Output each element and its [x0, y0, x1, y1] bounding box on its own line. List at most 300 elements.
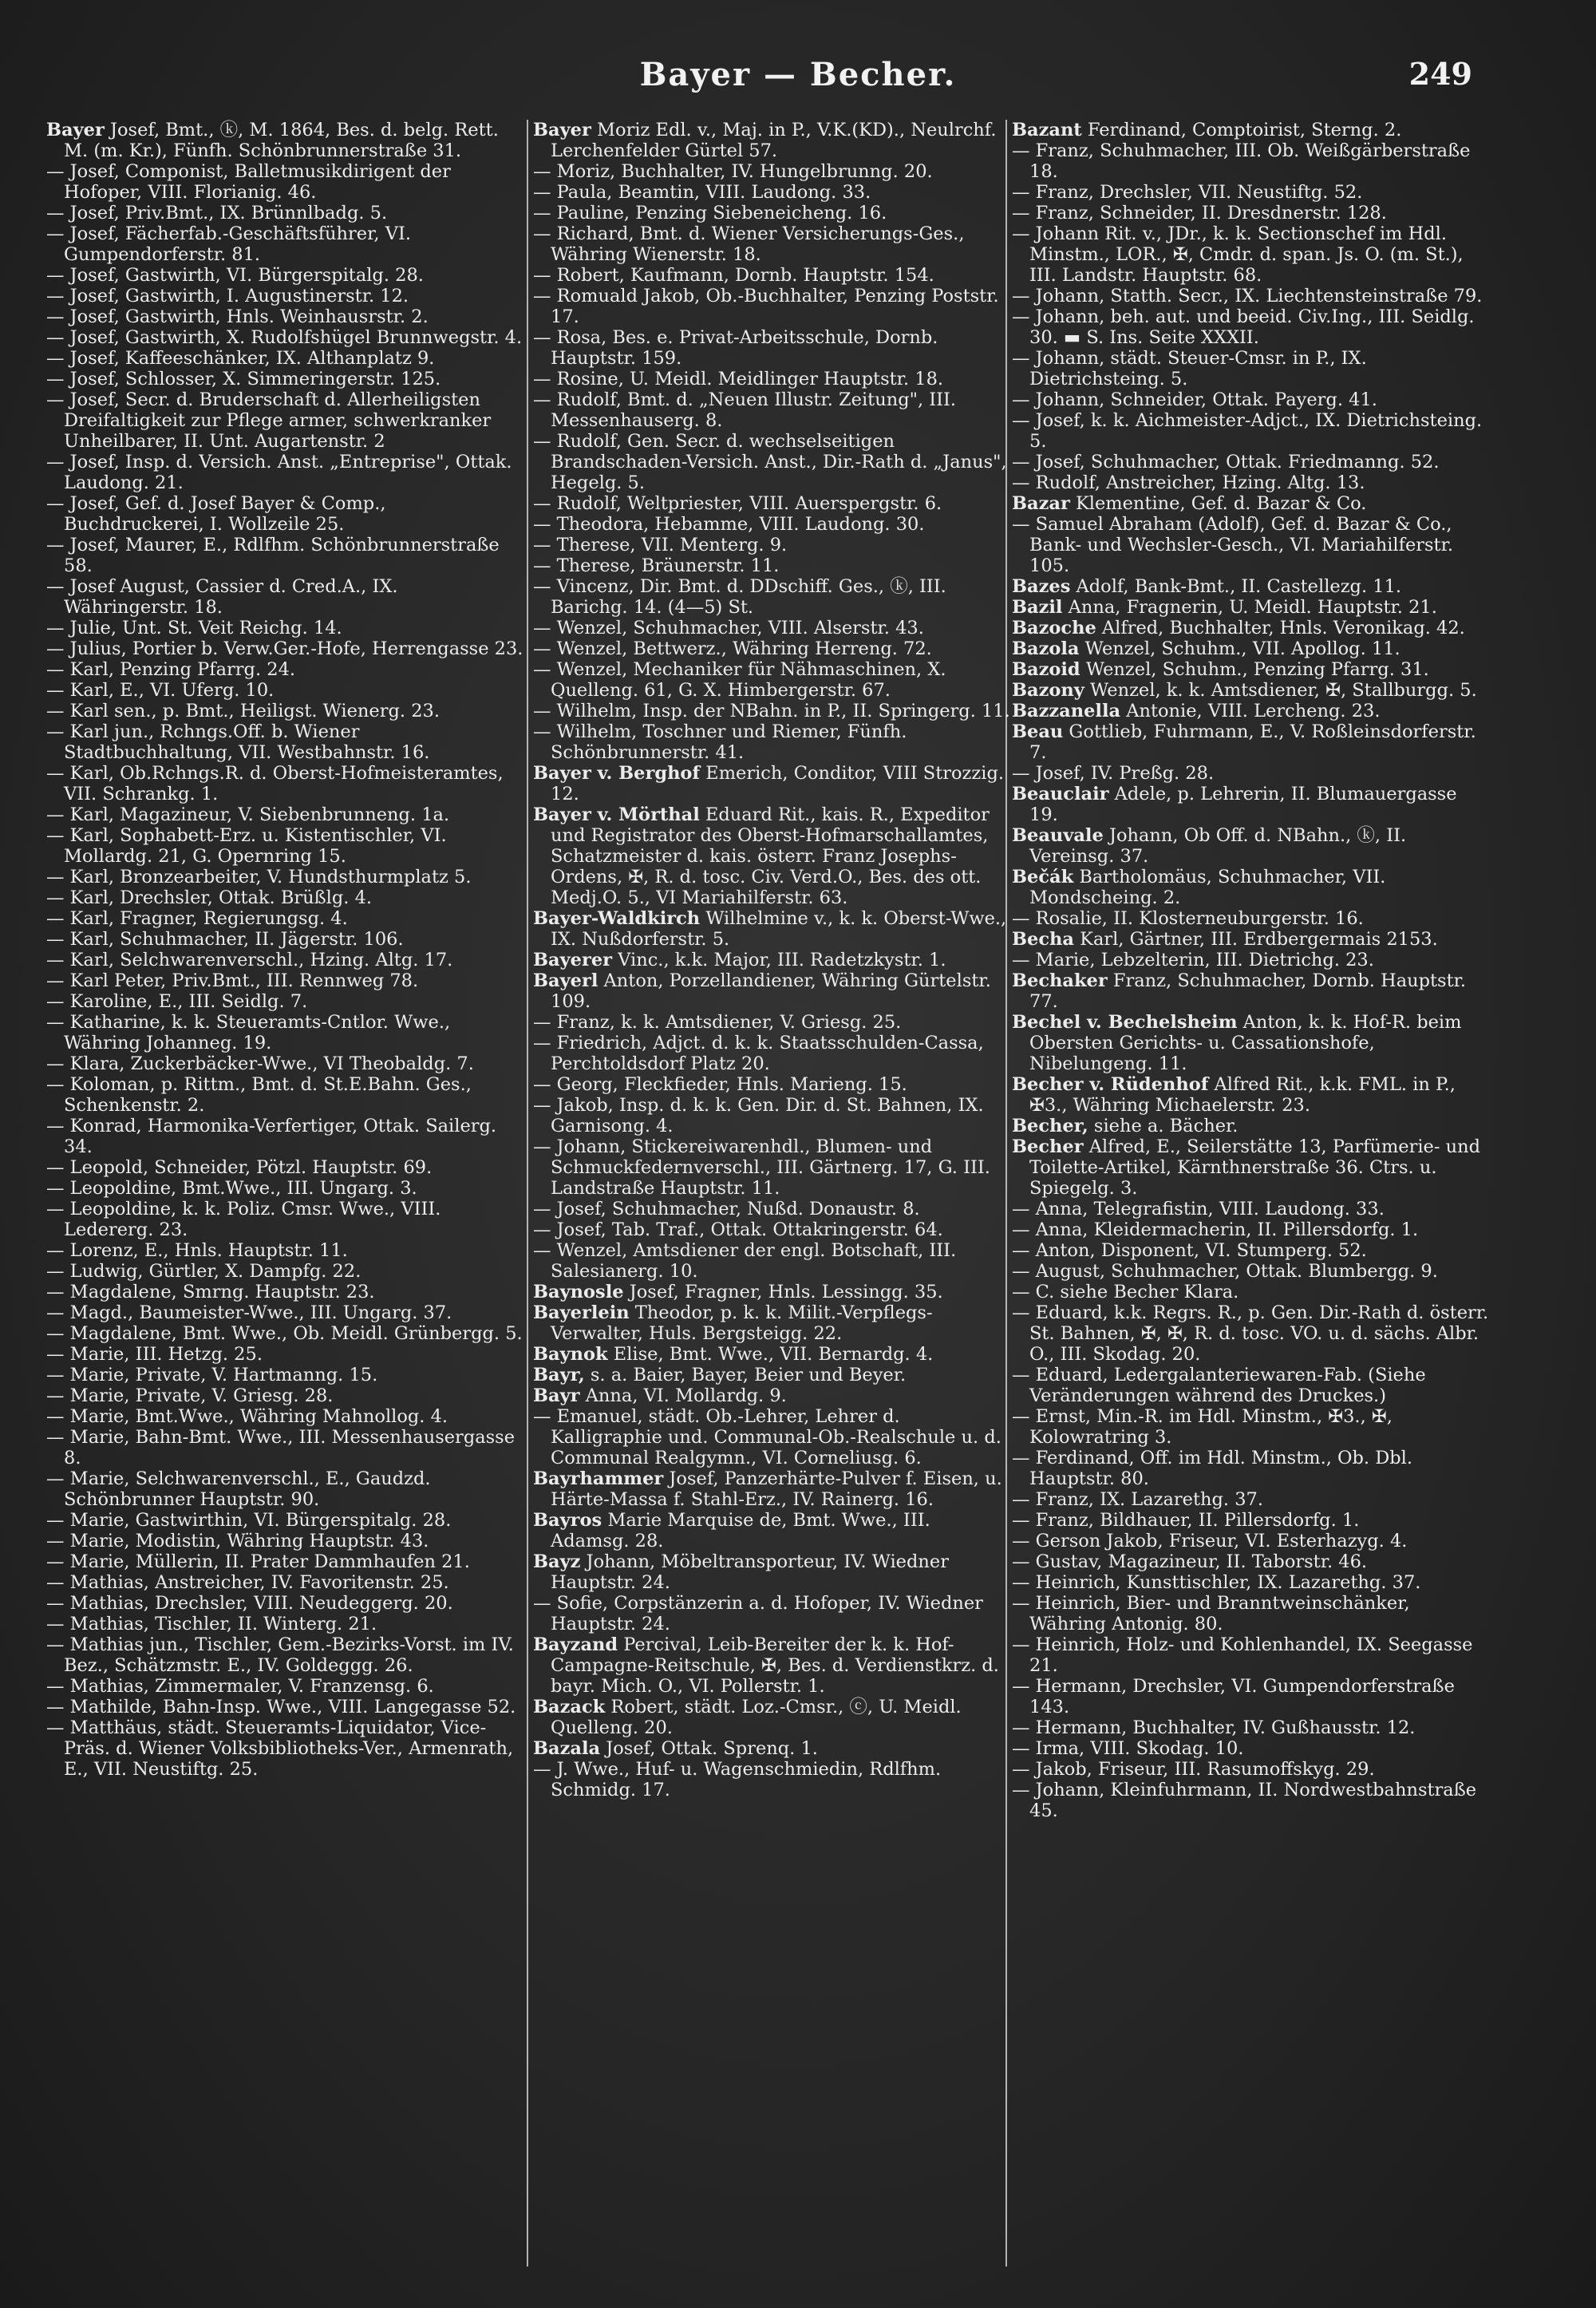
entry-text: — Magdalene, Bmt. Wwe., Ob. Meidl. Grünbergg. 5. [46, 1323, 523, 1344]
entry-text: Josef, Fragner, Hnls. Lessingg. 35. [623, 1282, 943, 1302]
entry-text: Klementine, Gef. d. Bazar & Co. [1069, 493, 1367, 514]
entry-text: — Heinrich, Kunsttischler, IX. Lazarethg. 37. [1012, 1572, 1421, 1593]
entry-text: — Lorenz, E., Hnls. Hauptstr. 11. [46, 1240, 348, 1261]
entry-text: — Therese, VII. Menterg. 9. [533, 535, 788, 555]
entry-text: — Wenzel, Schuhmacher, VIII. Alserstr. 43. [533, 618, 924, 638]
directory-entry [1012, 140, 1491, 182]
directory-entry [1012, 472, 1491, 493]
directory-entry [46, 1261, 525, 1282]
entry-text: — Georg, Fleckfieder, Hnls. Marieng. 15. [533, 1074, 907, 1095]
directory-entry [46, 1053, 525, 1074]
directory-entry [533, 618, 1012, 638]
entry-text: — Rudolf, Anstreicher, Hzing. Altg. 13. [1012, 472, 1365, 493]
entry-text: — Hermann, Buchhalter, IV. Gußhausstr. 12. [1012, 1717, 1416, 1738]
directory-entry [46, 638, 525, 659]
entry-text: Theodor, p. k. k. Milit.-Verpflegs-Verwalter, Huls. Bergsteigg. 22. [551, 1302, 933, 1344]
entry-text: — Emanuel, städt. Ob.-Lehrer, Lehrer d. Kalligraphie und. Communal-Ob.-Realschule u. d. Communal Realgymn., VI. Corneliusg. 6. [533, 1406, 1001, 1468]
entry-text: Adolf, Bank-Bmt., II. Castellezg. 11. [1070, 576, 1402, 597]
entry-surname: Bazant [1012, 120, 1082, 140]
entry-text: — Marie, Private, V. Griesg. 28. [46, 1385, 334, 1406]
entry-text: — C. siehe Becher Klara. [1012, 1282, 1239, 1302]
entry-text: — Marie, Bmt.Wwe., Währing Mahnollog. 4. [46, 1406, 448, 1427]
directory-column-3 [1012, 120, 1491, 2274]
entry-text: Robert, städt. Loz.-Cmsr., ⓒ, U. Meidl. Quelleng. 20. [551, 1697, 962, 1738]
directory-entry [46, 867, 525, 887]
directory-entry [533, 1759, 1012, 1800]
entry-text: — Josef, Schlosser, X. Simmeringerstr. 125. [46, 369, 441, 389]
directory-entry [46, 1199, 525, 1240]
directory-entry [1012, 1759, 1491, 1780]
entry-surname: Bazoche [1012, 618, 1096, 638]
directory-entry [1012, 1302, 1491, 1365]
directory-entry [533, 514, 1012, 535]
directory-entry [46, 887, 525, 908]
directory-entry [46, 825, 525, 867]
entry-text: — J. Wwe., Huf- u. Wagenschmiedin, Rdlfhm. Schmidg. 17. [533, 1759, 942, 1800]
entry-text: — Karl, Drechsler, Ottak. Brüßlg. 4. [46, 887, 373, 908]
directory-entry [46, 701, 525, 721]
directory-entry [1012, 638, 1491, 659]
entry-surname: Bayr, [533, 1365, 585, 1385]
entry-text: — Rosa, Bes. e. Privat-Arbeitsschule, Dornb. Hauptstr. 159. [533, 327, 938, 369]
entry-text: — Wenzel, Mechaniker für Nähmaschinen, X. Quelleng. 61, G. X. Himbergerstr. 67. [533, 659, 946, 701]
entry-text: — Karl, Ob.Rchngs.R. d. Oberst-Hofmeisteramtes, VII. Schrankg. 1. [46, 763, 504, 804]
entry-surname: Bazes [1012, 576, 1071, 597]
entry-text: — Leopold, Schneider, Pötzl. Hauptstr. 69. [46, 1157, 433, 1178]
entry-surname: Beau [1012, 721, 1064, 742]
directory-entry [1012, 784, 1491, 825]
entry-text: — Franz, Bildhauer, II. Pillersdorfg. 1. [1012, 1510, 1360, 1531]
directory-entry [46, 203, 525, 223]
directory-entry [46, 1531, 525, 1551]
directory-entry [1012, 410, 1491, 452]
directory-entry [1012, 908, 1491, 929]
directory-entry [1012, 701, 1491, 721]
directory-entry [533, 1365, 1012, 1385]
entry-text: — Karl, Sophabett-Erz. u. Kistentischler, VI. Mollardg. 21, G. Opernring 15. [46, 825, 447, 867]
directory-entry [46, 286, 525, 306]
entry-surname: Bazony [1012, 680, 1084, 701]
entry-text: — Jakob, Friseur, III. Rasumoffskyg. 29. [1012, 1759, 1375, 1780]
directory-entry [533, 1282, 1012, 1302]
entry-surname: Bayerl [533, 970, 598, 991]
directory-entry [1012, 1634, 1491, 1676]
entry-text: — Josef, Gastwirth, Hnls. Weinhausrstr. 2. [46, 306, 429, 327]
entry-surname: Bazil [1012, 597, 1063, 618]
directory-entry [1012, 1717, 1491, 1738]
entry-text: — Marie, Gastwirthin, VI. Bürgerspitalg. 28. [46, 1510, 452, 1531]
entry-surname: Baynok [533, 1344, 608, 1365]
directory-entry [46, 161, 525, 203]
directory-entry [533, 389, 1012, 431]
entry-text: — Heinrich, Bier- und Branntweinschänker, Währing Antonig. 80. [1012, 1593, 1410, 1634]
entry-text: — Marie, Modistin, Währing Hauptstr. 43. [46, 1531, 429, 1551]
directory-entry [46, 1365, 525, 1385]
directory-entry [1012, 867, 1491, 908]
directory-entry [1012, 825, 1491, 867]
entry-text: — Matthäus, städt. Steueramts-Liquidator, Vice-Präs. d. Wiener Volksbibliotheks-Ver., Armenrath, E., VII. Neustiftg. 25. [46, 1717, 514, 1780]
directory-entry [1012, 721, 1491, 763]
directory-entry [533, 804, 1012, 908]
entry-text: — Wilhelm, Insp. der NBahn. in P., II. Springerg. 11. [533, 701, 1010, 721]
entry-text: — Josef, Gastwirth, VI. Bürgerspitalg. 28. [46, 265, 424, 286]
directory-entry [1012, 1012, 1491, 1074]
entry-text: — Eduard, k.k. Regrs. R., p. Gen. Dir.-Rath d. österr. St. Bahnen, ✠, ✠, R. d. tosc. VO. u. d. sächs. Albr. O., III. Skodag. 20. [1012, 1302, 1489, 1365]
entry-text: — Marie, Private, V. Hartmanng. 15. [46, 1365, 378, 1385]
entry-surname: Beauvale [1012, 825, 1104, 846]
directory-entry [1012, 1551, 1491, 1572]
entry-text: — Wenzel, Amtsdiener der engl. Botschaft, III. Salesianerg. 10. [533, 1240, 957, 1282]
directory-entry [533, 120, 1012, 161]
entry-text: s. a. Baier, Bayer, Beier und Beyer. [584, 1365, 907, 1385]
directory-entry [46, 1634, 525, 1676]
entry-text: — Karl, E., VI. Uferg. 10. [46, 680, 275, 701]
entry-text: Vinc., k.k. Major, III. Radetzkystr. 1. [612, 950, 946, 970]
entry-text: — Josef, Maurer, E., Rdlfhm. Schönbrunnerstraße 58. [46, 535, 500, 576]
directory-entry [46, 1717, 525, 1780]
directory-entry [533, 431, 1012, 493]
directory-entry [533, 161, 1012, 182]
directory-entry [1012, 1593, 1491, 1634]
entry-surname: Bazar [1012, 493, 1070, 514]
entry-text: — Sofie, Corpstänzerin a. d. Hofoper, IV. Wiedner Hauptstr. 24. [533, 1593, 983, 1634]
entry-text: — Marie, Lebzelterin, III. Dietrichg. 23. [1012, 950, 1374, 970]
entry-text: — Franz, IX. Lazarethg. 37. [1012, 1489, 1264, 1510]
entry-text: — Magdalene, Smrng. Hauptstr. 23. [46, 1282, 375, 1302]
directory-entry [1012, 223, 1491, 286]
entry-text: Adele, p. Lehrerin, II. Blumauergasse 19. [1029, 784, 1457, 825]
directory-entry [1012, 1572, 1491, 1593]
entry-text: — Josef, Schuhmacher, Ottak. Friedmanng. 52. [1012, 452, 1440, 472]
entry-text: — Hermann, Drechsler, VI. Gumpendorferstraße 143. [1012, 1676, 1455, 1717]
directory-entry [1012, 120, 1491, 140]
entry-text: — Josef, Priv.Bmt., IX. Brünnlbadg. 5. [46, 203, 388, 223]
directory-entry [1012, 1136, 1491, 1199]
directory-entry [46, 327, 525, 348]
entry-surname: Bayr [533, 1385, 580, 1406]
entry-text: — Johann, Schneider, Ottak. Payerg. 41. [1012, 389, 1377, 410]
directory-entry [1012, 1074, 1491, 1116]
directory-entry [1012, 1261, 1491, 1282]
directory-entry [46, 493, 525, 535]
entry-text: — Samuel Abraham (Adolf), Gef. d. Bazar & Co., Bank- und Wechsler-Gesch., VI. Mariahilferstr. 105. [1012, 514, 1454, 576]
directory-entry [533, 638, 1012, 659]
directory-entry [533, 1634, 1012, 1697]
directory-entry [1012, 1448, 1491, 1489]
entry-text: — Mathias, Drechsler, VIII. Neudeggerg. 20. [46, 1593, 453, 1614]
directory-entry [1012, 493, 1491, 514]
entry-text: — Leopoldine, Bmt.Wwe., III. Ungarg. 3. [46, 1178, 417, 1199]
entry-text: — Josef, Gastwirth, I. Augustinerstr. 12. [46, 286, 409, 306]
directory-entry [533, 1199, 1012, 1219]
entry-text: Karl, Gärtner, III. Erdbergermais 2153. [1073, 929, 1438, 950]
entry-surname: Becher [1012, 1136, 1084, 1157]
entry-text: — Julie, Unt. St. Veit Reichg. 14. [46, 618, 342, 638]
entry-text: — Richard, Bmt. d. Wiener Versicherungs-Ges., Währing Wienerstr. 18. [533, 223, 965, 265]
directory-entry [46, 1676, 525, 1697]
directory-entry [533, 763, 1012, 804]
entry-text: — Rudolf, Weltpriester, VIII. Auerspergstr. 6. [533, 493, 942, 514]
entry-text: — Heinrich, Holz- und Kohlenhandel, IX. Seegasse 21. [1012, 1634, 1473, 1676]
entry-text: Johann, Möbeltransporteur, IV. Wiedner Hauptstr. 24. [551, 1551, 949, 1593]
entry-text: — Wenzel, Bettwerz., Währing Herreng. 72. [533, 638, 932, 659]
entry-text: — Josef, Gef. d. Josef Bayer & Comp., Buchdruckerei, I. Wollzeile 25. [46, 493, 386, 535]
entry-text: — Josef, Insp. d. Versich. Anst. „Entreprise", Ottak. Laudong. 21. [46, 452, 512, 493]
entry-text: Ferdinand, Comptoirist, Sterng. 2. [1081, 120, 1402, 140]
entry-text: — Johann, Stickereiwarenhdl., Blumen- und Schmuckfedernverschl., III. Gärtnerg. 17, G. III. Landstraße Hauptstr. 11. [533, 1136, 990, 1199]
directory-entry [46, 389, 525, 452]
directory-entry [1012, 1116, 1491, 1136]
entry-text: — Josef, IV. Preßg. 28. [1012, 763, 1215, 784]
entry-surname: Becher v. Rüdenhof [1012, 1074, 1209, 1095]
entry-surname: Bazala [533, 1738, 601, 1759]
directory-entry [46, 1302, 525, 1323]
directory-entry [46, 1385, 525, 1406]
directory-entry [533, 721, 1012, 763]
directory-entry [533, 1738, 1012, 1759]
entry-text: — Josef, Fächerfab.-Geschäftsführer, VI. Gumpendorferstr. 81. [46, 223, 411, 265]
directory-entry [1012, 1219, 1491, 1240]
entry-text: — Rosine, U. Meidl. Meidlinger Hauptstr. 18. [533, 369, 944, 389]
entry-surname: Bayrhammer [533, 1468, 664, 1489]
entry-text: siehe a. Bächer. [1088, 1116, 1238, 1136]
directory-entry [46, 1427, 525, 1468]
entry-text: — Robert, Kaufmann, Dornb. Hauptstr. 154. [533, 265, 934, 286]
entry-text: — Mathias, Anstreicher, IV. Favoritenstr. 25. [46, 1572, 449, 1593]
entry-text: Alfred, Buchhalter, Hnls. Veronikag. 42. [1096, 618, 1465, 638]
entry-text: — Josef, Gastwirth, X. Rudolfshügel Brunnwegstr. 4. [46, 327, 523, 348]
directory-entry [46, 1157, 525, 1178]
directory-entry [46, 576, 525, 618]
entry-text: Wenzel, k. k. Amtsdiener, ✠, Stallburgg. 5. [1084, 680, 1477, 701]
entry-text: — Paula, Beamtin, VIII. Laudong. 33. [533, 182, 871, 203]
entry-text: — Marie, III. Hetzg. 25. [46, 1344, 263, 1365]
directory-entry [533, 1468, 1012, 1510]
directory-entry [533, 950, 1012, 970]
entry-text: — Rudolf, Bmt. d. „Neuen Illustr. Zeitung", III. Messenhauserg. 8. [533, 389, 957, 431]
entry-text: — Mathilde, Bahn-Insp. Wwe., VIII. Langegasse 52. [46, 1697, 516, 1717]
entry-text: — Johann Rit. v., JDr., k. k. Sectionschef im Hdl. Minstm., LOR., ✠, Cmdr. d. span. Js. O. (m. St.), III. Landstr. Hauptstr. 68. [1012, 223, 1464, 286]
entry-text: — Marie, Müllerin, II. Prater Dammhaufen 21. [46, 1551, 470, 1572]
entry-text: — Ferdinand, Off. im Hdl. Minstm., Ob. Dbl. Hauptstr. 80. [1012, 1448, 1412, 1489]
entry-text: — Jakob, Insp. d. k. k. Gen. Dir. d. St. Bahnen, IX. Garnisong. 4. [533, 1095, 984, 1136]
entry-text: Eduard Rit., kais. R., Expeditor und Registrator des Oberst-Hofmarschallamtes, Schatzmeister d. kais. österr. Franz Josephs-Ordens, ✠, R. d. tosc. Civ. Verd.O., Bes. des ott. Medj.O. 5., VI Mariahilferstr. 63. [551, 804, 990, 908]
directory-entry [1012, 1738, 1491, 1759]
entry-text: Franz, Schuhmacher, Dornb. Hauptstr. 77. [1029, 970, 1467, 1012]
directory-entry [533, 286, 1012, 327]
entry-text: Alfred Rit., k.k. FML. in P., ✠3., Währing Michaelerstr. 23. [1029, 1074, 1456, 1116]
entry-text: — Vincenz, Dir. Bmt. d. DDschiff. Ges., ⓚ, III. Barichg. 14. (4—5) St. [533, 576, 946, 618]
entry-surname: Beauclair [1012, 784, 1109, 804]
entry-text: — Josef, Schuhmacher, Nußd. Donaustr. 8. [533, 1199, 920, 1219]
entry-text: — Rosalie, II. Klosterneuburgerstr. 16. [1012, 908, 1364, 929]
entry-text: — Josef August, Cassier d. Cred.A., IX. Währingerstr. 18. [46, 576, 398, 618]
directory-entry [1012, 203, 1491, 223]
entry-text: — Pauline, Penzing Siebeneicheng. 16. [533, 203, 887, 223]
entry-text: — Karl, Selchwarenverschl., Hzing. Altg. 17. [46, 950, 453, 970]
entry-text: — Gerson Jakob, Friseur, VI. Esterhazyg. 4. [1012, 1531, 1408, 1551]
entry-text: — Josef, Secr. d. Bruderschaft d. Allerheiligsten Dreifaltigkeit zur Pflege armer, schwerkranker Unheilbarer, II. Unt. Augartenstr. 2 [46, 389, 492, 452]
directory-entry [1012, 1282, 1491, 1302]
directory-entry [46, 1178, 525, 1199]
directory-entry [46, 1697, 525, 1717]
entry-text: Anton, Porzellandiener, Währing Gürtelstr. 109. [551, 970, 991, 1012]
directory-entry [1012, 182, 1491, 203]
entry-text: Percival, Leib-Bereiter der k. k. Hof-Campagne-Reitschule, ✠, Bes. d. Verdienstkrz. d. bayr. Mich. O., VI. Pollerstr. 1. [551, 1634, 999, 1697]
directory-entry [46, 369, 525, 389]
directory-entry [533, 1302, 1012, 1344]
entry-text: — Koloman, p. Rittm., Bmt. d. St.E.Bahn. Ges., Schenkenstr. 2. [46, 1074, 472, 1116]
entry-text: — Therese, Bräunerstr. 11. [533, 555, 780, 576]
directory-entry [533, 1551, 1012, 1593]
entry-text: Wenzel, Schuhm., VII. Apollog. 11. [1079, 638, 1400, 659]
entry-surname: Bayerer [533, 950, 613, 970]
entry-text: — Karl jun., Rchngs.Off. b. Wiener Stadtbuchhaltung, VII. Westbahnstr. 16. [46, 721, 430, 763]
entry-text: — Marie, Selchwarenverschl., E., Gaudzd. Schönbrunner Hauptstr. 90. [46, 1468, 431, 1510]
entry-text: — Friedrich, Adjct. d. k. k. Staatsschulden-Cassa, Perchtoldsdorf Platz 20. [533, 1033, 984, 1074]
directory-entry [46, 763, 525, 804]
directory-entry [533, 1593, 1012, 1634]
entry-text: — Ludwig, Gürtler, X. Dampfg. 22. [46, 1261, 361, 1282]
directory-column-2 [533, 120, 1012, 2274]
entry-text: — Irma, VIII. Skodag. 10. [1012, 1738, 1244, 1759]
directory-entry [533, 1385, 1012, 1406]
entry-surname: Bazzanella [1012, 701, 1121, 721]
directory-entry [1012, 1240, 1491, 1261]
entry-text: — Mathias jun., Tischler, Gem.-Bezirks-Vorst. im IV. Bez., Schätzmstr. E., IV. Goldeggg. 26. [46, 1634, 514, 1676]
directory-entry [533, 555, 1012, 576]
directory-entry [533, 1219, 1012, 1240]
entry-text: — Magd., Baumeister-Wwe., III. Ungarg. 37. [46, 1302, 452, 1323]
entry-text: — Ernst, Min.-R. im Hdl. Minstm., ✠3., ✠, Kolowratring 3. [1012, 1406, 1393, 1448]
entry-text: Josef, Bmt., ⓚ, M. 1864, Bes. d. belg. Rett. M. (m. Kr.), Fünfh. Schönbrunnerstraße 31. [64, 120, 499, 161]
entry-text: — Karl, Fragner, Regierungsg. 4. [46, 908, 348, 929]
directory-entry [46, 265, 525, 286]
entry-text: — Johann, Statth. Secr., IX. Liechtensteinstraße 79. [1012, 286, 1483, 306]
entry-text: — Katharine, k. k. Steueramts-Cntlor. Wwe., Währing Johanneg. 19. [46, 1012, 451, 1053]
directory-entry [1012, 452, 1491, 472]
entry-text: — Karl, Penzing Pfarrg. 24. [46, 659, 296, 680]
entry-text: — Moriz, Buchhalter, IV. Hungelbrunng. 20. [533, 161, 933, 182]
directory-entry [46, 120, 525, 161]
page-header [0, 56, 1596, 104]
directory-entry [533, 970, 1012, 1012]
entry-text: Emerich, Conditor, VIII Strozzig. 12. [551, 763, 1005, 804]
directory-entry [1012, 1365, 1491, 1406]
entry-text: — Franz, Schuhmacher, III. Ob. Weißgärberstraße 18. [1012, 140, 1471, 182]
entry-text: — Josef, Kaffeeschänker, IX. Althanplatz 9. [46, 348, 435, 369]
entry-text: — Marie, Bahn-Bmt. Wwe., III. Messenhausergasse 8. [46, 1427, 516, 1468]
entry-text: — Romuald Jakob, Ob.-Buchhalter, Penzing Poststr. 17. [533, 286, 999, 327]
entry-text: Moriz Edl. v., Maj. in P., V.K.(KD)., Neulrchf. Lerchenfelder Gürtel 57. [551, 120, 997, 161]
directory-entry [1012, 1676, 1491, 1717]
directory-entry [46, 1116, 525, 1157]
entry-text: Anna, VI. Mollardg. 9. [579, 1385, 787, 1406]
directory-entry [533, 369, 1012, 389]
entry-text: — Wilhelm, Toschner und Riemer, Fünfh. Schönbrunnerstr. 41. [533, 721, 907, 763]
directory-entry [46, 1344, 525, 1365]
entry-surname: Bayer [46, 120, 105, 140]
directory-entry [46, 970, 525, 991]
directory-entry [1012, 514, 1491, 576]
directory-entry [533, 535, 1012, 555]
directory-entry [533, 265, 1012, 286]
entry-text: — Johann, Kleinfuhrmann, II. Nordwestbahnstraße 45. [1012, 1780, 1477, 1821]
entry-text: Elise, Bmt. Wwe., VII. Bernardg. 4. [607, 1344, 934, 1365]
directory-entry [46, 804, 525, 825]
directory-entry [533, 1033, 1012, 1074]
entry-text: Gottlieb, Fuhrmann, E., V. Roßleinsdorferstr. 7. [1029, 721, 1476, 763]
directory-entry [533, 576, 1012, 618]
entry-surname: Bayer v. Mörthal [533, 804, 700, 825]
entry-surname: Bazola [1012, 638, 1080, 659]
directory-entry [46, 348, 525, 369]
directory-entry [46, 1551, 525, 1572]
directory-entry [1012, 389, 1491, 410]
entry-surname: Bayz [533, 1551, 581, 1572]
directory-entry [1012, 763, 1491, 784]
directory-entry [533, 182, 1012, 203]
entry-text: Wenzel, Schuhm., Penzing Pfarrg. 31. [1080, 659, 1429, 680]
directory-entry [1012, 1531, 1491, 1551]
directory-entry [46, 535, 525, 576]
directory-entry [1012, 1489, 1491, 1510]
directory-entry [533, 327, 1012, 369]
directory-entry [1012, 929, 1491, 950]
entry-surname: Bazoid [1012, 659, 1080, 680]
directory-entry [533, 1240, 1012, 1282]
entry-text: — Leopoldine, k. k. Poliz. Cmsr. Wwe., VIII. Ledererg. 23. [46, 1199, 441, 1240]
directory-entry [533, 701, 1012, 721]
directory-entry [533, 1095, 1012, 1136]
entry-surname: Bechaker [1012, 970, 1108, 991]
entry-text: Wilhelmine v., k. k. Oberst-Wwe., IX. Nußdorferstr. 5. [551, 908, 1007, 950]
directory-entry [1012, 1780, 1491, 1821]
directory-entry [1012, 306, 1491, 348]
directory-entry [1012, 576, 1491, 597]
directory-entry [46, 950, 525, 970]
directory-entry [46, 991, 525, 1012]
entry-text: — Karoline, E., III. Seidlg. 7. [46, 991, 308, 1012]
directory-entry [533, 1344, 1012, 1365]
entry-text: — Franz, Drechsler, VII. Neustiftg. 52. [1012, 182, 1363, 203]
column-divider [527, 120, 528, 2267]
directory-entry [533, 1510, 1012, 1551]
entry-text: — Mathias, Zimmermaler, V. Franzensg. 6. [46, 1676, 434, 1697]
entry-surname: Bayros [533, 1510, 602, 1531]
entry-text: — Gustav, Magazineur, II. Taborstr. 46. [1012, 1551, 1368, 1572]
entry-surname: Bayer v. Berghof [533, 763, 701, 784]
directory-entry [1012, 618, 1491, 638]
entry-text: — Karl Peter, Priv.Bmt., III. Rennweg 78. [46, 970, 419, 991]
directory-entry [46, 452, 525, 493]
entry-text: Johann, Ob Off. d. NBahn., ⓚ, II. Vereinsg. 37. [1029, 825, 1407, 867]
entry-surname: Bazack [533, 1697, 606, 1717]
directory-entry [46, 618, 525, 638]
directory-entry [533, 493, 1012, 514]
directory-entry [1012, 597, 1491, 618]
directory-entry [46, 721, 525, 763]
entry-text: — Johann, städt. Steuer-Cmsr. in P., IX. Dietrichsteing. 5. [1012, 348, 1367, 389]
entry-text: — Johann, beh. aut. und beeid. Civ.Ing., III. Seidlg. 30. ▬ S. Ins. Seite XXXII. [1012, 306, 1475, 348]
entry-surname: Becher, [1012, 1116, 1088, 1136]
directory-entry [46, 1614, 525, 1634]
entry-surname: Becha [1012, 929, 1074, 950]
directory-entry [46, 306, 525, 327]
entry-text: Anna, Fragnerin, U. Meidl. Hauptstr. 21. [1062, 597, 1437, 618]
directory-entry [46, 1240, 525, 1261]
entry-text: — Julius, Portier b. Verw.Ger.-Hofe, Herrengasse 23. [46, 638, 523, 659]
